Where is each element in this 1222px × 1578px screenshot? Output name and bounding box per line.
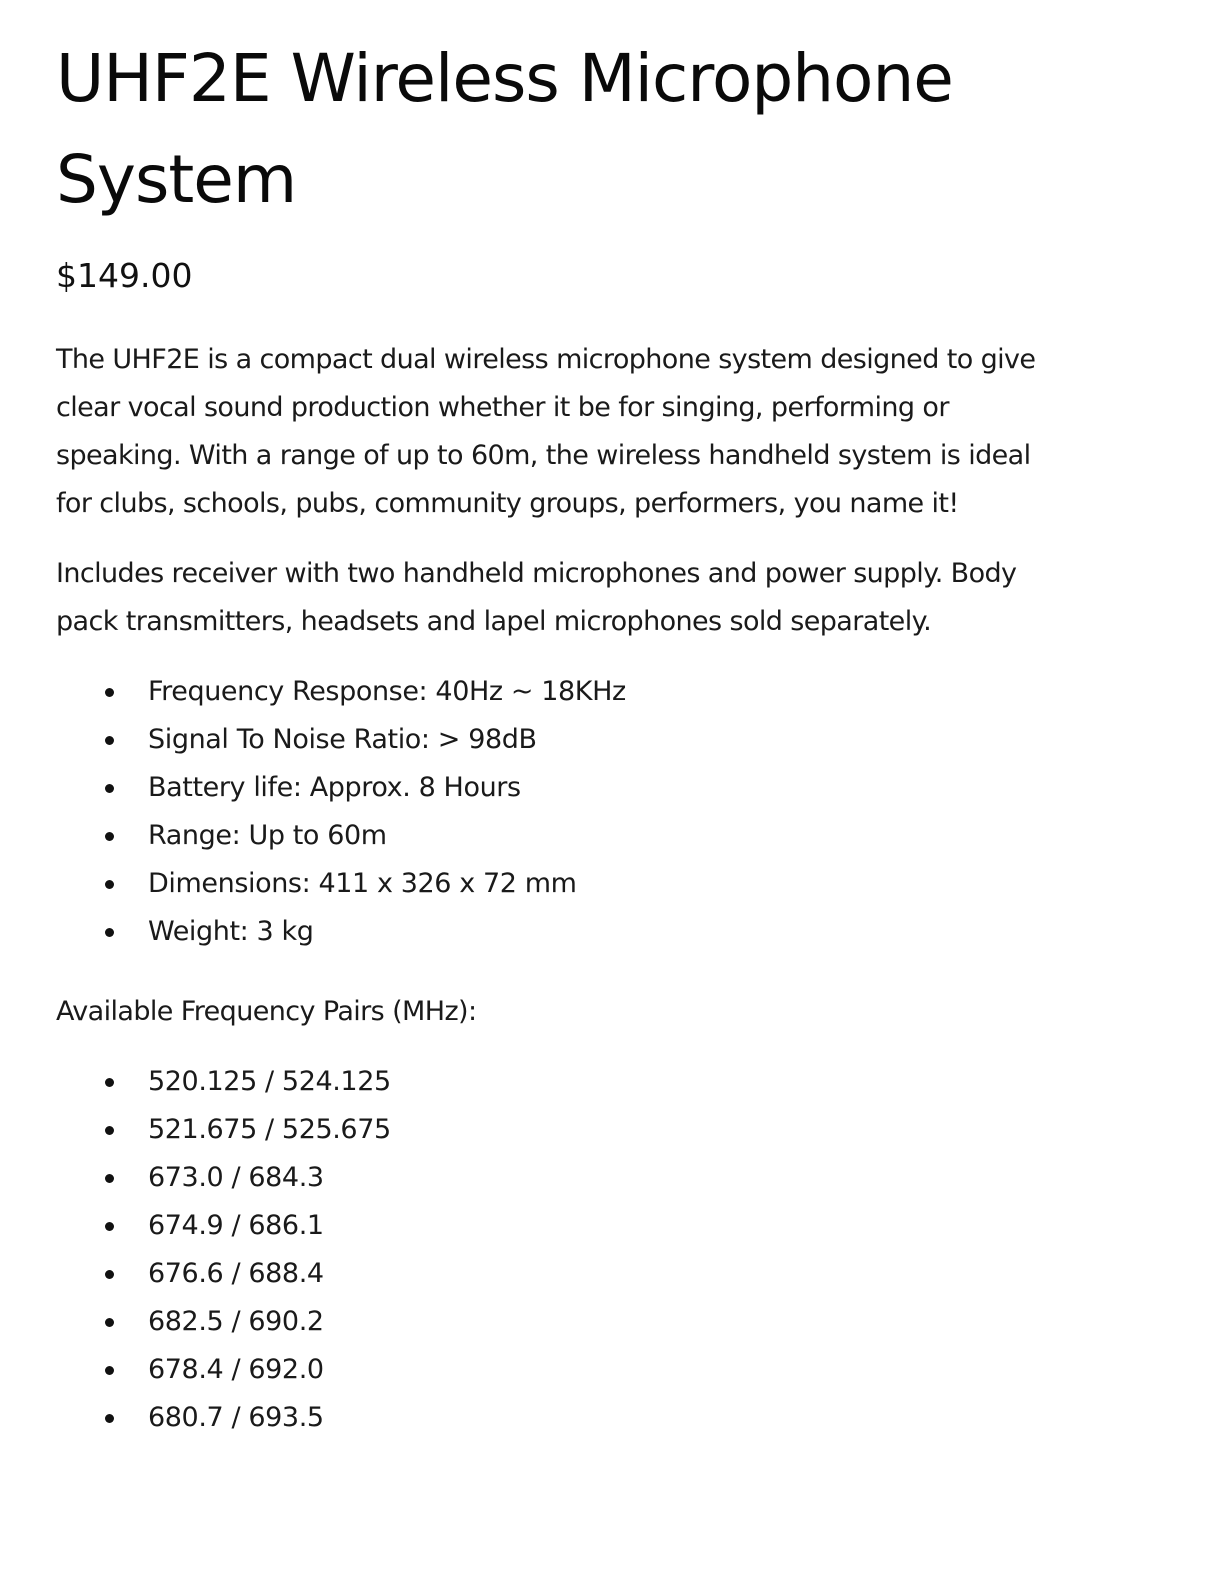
bullet-icon xyxy=(105,784,114,793)
frequency-pair-item xyxy=(56,1106,1056,1154)
bullet-icon xyxy=(105,688,114,697)
spec-text: Battery life: Approx. 8 Hours xyxy=(148,772,521,803)
spec-list xyxy=(56,668,1056,956)
spec-text: Dimensions: 411 x 326 x 72 mm xyxy=(148,868,577,899)
frequency-pair-item xyxy=(56,1250,1056,1298)
spec-item xyxy=(56,668,1056,716)
bullet-icon xyxy=(105,1414,114,1423)
bullet-icon xyxy=(105,880,114,889)
frequency-pair-text: 673.0 / 684.3 xyxy=(148,1162,324,1193)
spec-text: Range: Up to 60m xyxy=(148,820,387,851)
bullet-icon xyxy=(105,1270,114,1279)
frequency-pair-text: 678.4 / 692.0 xyxy=(148,1354,324,1385)
bullet-icon xyxy=(105,1366,114,1375)
spec-item xyxy=(56,764,1056,812)
bullet-icon xyxy=(105,1078,114,1087)
frequency-pair-text: 521.675 / 525.675 xyxy=(148,1114,391,1145)
spec-item xyxy=(56,908,1056,956)
bullet-icon xyxy=(105,832,114,841)
frequency-pair-item xyxy=(56,1298,1056,1346)
frequency-pair-text: 680.7 / 693.5 xyxy=(148,1402,324,1433)
bullet-icon xyxy=(105,1174,114,1183)
description-paragraph: Includes receiver with two handheld microphones and power supply. Body pack transmitters, headsets and lapel microphones sold separately. xyxy=(56,558,1017,637)
spec-item xyxy=(56,860,1056,908)
frequency-pair-item xyxy=(56,1154,1056,1202)
product-price: $149.00 xyxy=(56,256,193,295)
frequency-pair-text: 520.125 / 524.125 xyxy=(148,1066,391,1097)
frequency-pair-text: 682.5 / 690.2 xyxy=(148,1306,324,1337)
frequency-pair-text: 674.9 / 686.1 xyxy=(148,1210,324,1241)
spec-item xyxy=(56,812,1056,860)
spec-text: Signal To Noise Ratio: > 98dB xyxy=(148,724,537,755)
spec-text: Frequency Response: 40Hz ~ 18KHz xyxy=(148,676,626,707)
frequency-pair-text: 676.6 / 688.4 xyxy=(148,1258,324,1289)
bullet-icon xyxy=(105,1126,114,1135)
bullet-icon xyxy=(105,1318,114,1327)
description-paragraph: The UHF2E is a compact dual wireless microphone system designed to give clear vocal sound production whether it be for singing, performing or speaking. With a range of up to 60m, the wireless handheld system is ideal for clubs, schools, pubs, community groups, performers, you name it! xyxy=(56,344,1036,519)
frequency-pair-item xyxy=(56,1394,1056,1442)
frequency-pair-item xyxy=(56,1058,1056,1106)
product-details xyxy=(56,0,1056,1442)
frequency-pair-item xyxy=(56,1346,1056,1394)
spec-item xyxy=(56,716,1056,764)
bullet-icon xyxy=(105,928,114,937)
product-title: UHF2E Wireless Microphone System xyxy=(56,40,953,218)
bullet-icon xyxy=(105,736,114,745)
frequency-pairs-heading: Available Frequency Pairs (MHz): xyxy=(56,996,477,1027)
bullet-icon xyxy=(105,1222,114,1231)
frequency-pair-item xyxy=(56,1202,1056,1250)
spec-text: Weight: 3 kg xyxy=(148,916,314,947)
frequency-pair-list xyxy=(56,1058,1056,1442)
